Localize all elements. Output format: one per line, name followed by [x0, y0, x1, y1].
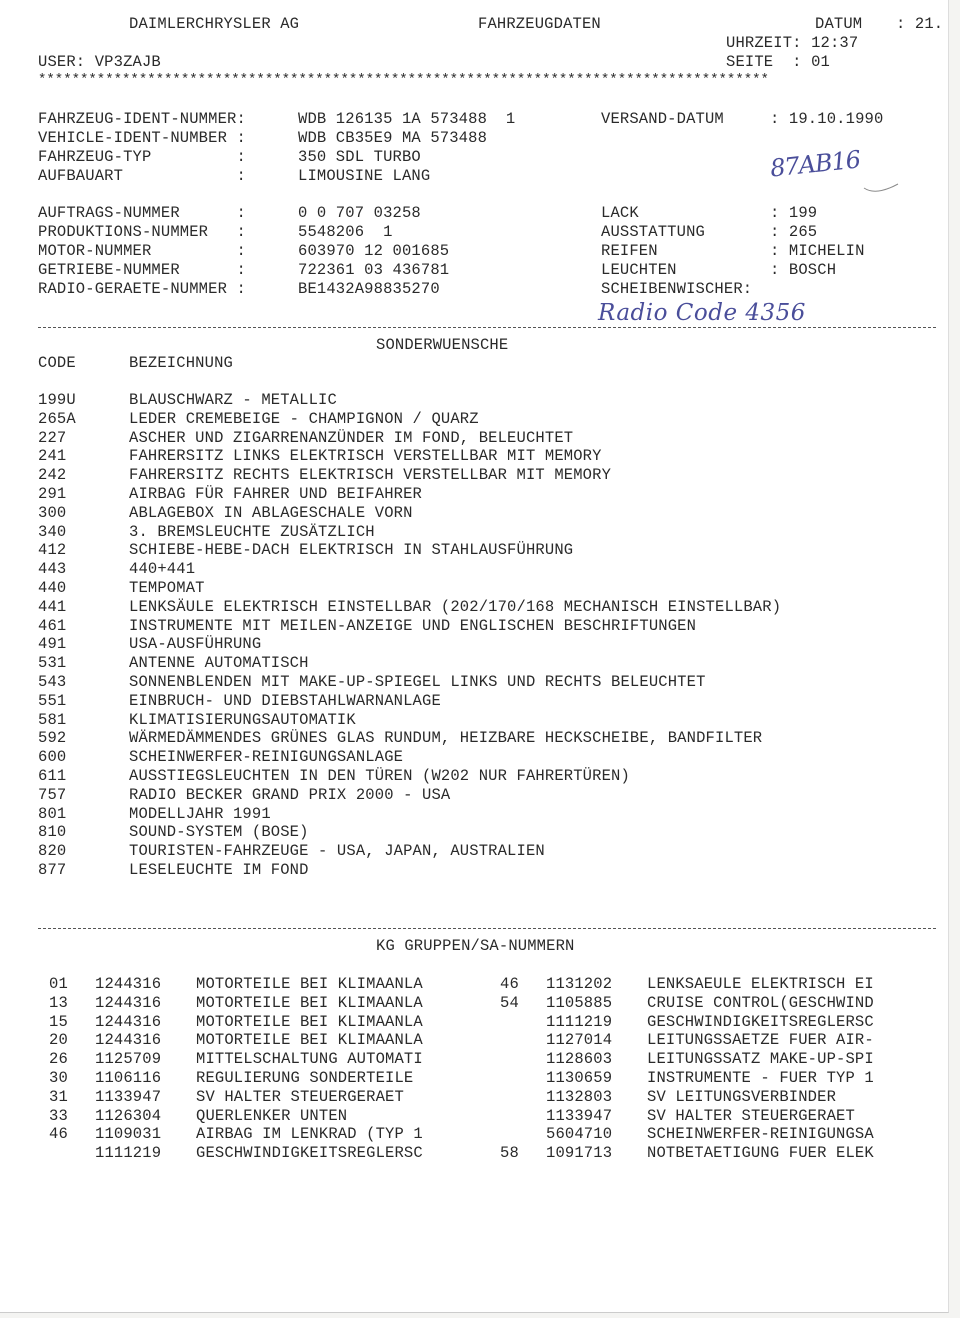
option-code: 461: [38, 616, 67, 635]
sa-description: AIRBAG IM LENKRAD (TYP 1: [196, 1125, 423, 1144]
pen-stroke-mark: [862, 176, 902, 196]
sa-number: 1128603: [546, 1050, 613, 1069]
kg-group: 20: [49, 1031, 68, 1050]
star-divider: ***************************************************************************************: [38, 72, 769, 88]
kg-group: 26: [49, 1050, 68, 1069]
option-description: AIRBAG FÜR FAHRER UND BEIFAHRER: [129, 485, 422, 503]
sa-number: 1244316: [95, 1031, 162, 1050]
equipment-field-value: : 265: [770, 222, 818, 241]
option-description: SCHIEBE-HEBE-DACH ELEKTRISCH IN STAHLAUSFÜHRUNG: [129, 541, 574, 560]
option-code: 592: [38, 729, 67, 748]
sa-description: GESCHWINDIGKEITSREGLERSC: [647, 1012, 874, 1031]
equipment-field-label: LEUCHTEN: [601, 260, 677, 279]
option-code: 491: [38, 635, 67, 654]
option-description: INSTRUMENTE MIT MEILEN-ANZEIGE UND ENGLISCHEN BESCHRIFTUNGEN: [129, 616, 697, 635]
kg-group: 30: [49, 1069, 68, 1087]
option-description: KLIMATISIERUNGSAUTOMATIK: [129, 710, 356, 729]
kg-group: 33: [49, 1106, 68, 1125]
option-description: FAHRERSITZ RECHTS ELEKTRISCH VERSTELLBAR MIT MEMORY: [129, 466, 612, 485]
kg-group: 58: [500, 1144, 519, 1163]
sa-number: 1244316: [95, 1012, 162, 1031]
option-description: LESELEUCHTE IM FOND: [129, 861, 309, 879]
section-title-sonderwuensche: SONDERWUENSCHE: [376, 336, 509, 354]
versand-label: VERSAND-DATUM: [601, 110, 724, 128]
number-field-label: RADIO-GERAETE-NUMMER :: [38, 279, 246, 298]
number-field-value: 5548206 1: [298, 222, 393, 241]
option-description: TEMPOMAT: [129, 579, 205, 597]
number-field-value: 603970 12 001685: [298, 241, 450, 260]
number-field-value: BE1432A98835270: [298, 279, 440, 298]
option-code: 241: [38, 447, 67, 466]
number-field-label: MOTOR-NUMMER :: [38, 241, 246, 260]
option-description: ABLAGEBOX IN ABLAGESCHALE VORN: [129, 503, 413, 522]
option-code: 543: [38, 673, 67, 691]
option-code: 300: [38, 503, 67, 522]
sa-description: MITTELSCHALTUNG AUTOMATI: [196, 1050, 423, 1069]
option-description: EINBRUCH- UND DIEBSTAHLWARNANLAGE: [129, 691, 441, 710]
option-code: 443: [38, 560, 67, 579]
user-id: USER: VP3ZAJB: [38, 53, 161, 71]
sa-number: 1105885: [546, 993, 613, 1012]
sa-number: 1111219: [546, 1012, 613, 1031]
sa-description: NOTBETAETIGUNG FUER ELEK: [647, 1144, 874, 1163]
sa-description: MOTORTEILE BEI KLIMAANLA: [196, 975, 423, 993]
option-code: 581: [38, 710, 67, 729]
equipment-field-value: : MICHELIN: [770, 241, 865, 260]
sa-description: GESCHWINDIGKEITSREGLERSC: [196, 1144, 423, 1163]
kg-group: 54: [500, 993, 519, 1012]
section-title-kg-gruppen: KG GRUPPEN/SA-NUMMERN: [376, 937, 575, 955]
option-code: 757: [38, 785, 67, 804]
sa-description: LENKSAEULE ELEKTRISCH EI: [647, 975, 874, 993]
option-description: RADIO BECKER GRAND PRIX 2000 - USA: [129, 785, 451, 804]
option-code: 810: [38, 823, 67, 842]
option-description: USA-AUSFÜHRUNG: [129, 635, 262, 654]
sa-description: CRUISE CONTROL(GESCHWIND: [647, 993, 874, 1012]
option-description: ANTENNE AUTOMATISCH: [129, 654, 309, 673]
sa-description: SV HALTER STEUERGERAET: [647, 1106, 855, 1125]
option-description: MODELLJAHR 1991: [129, 804, 271, 823]
number-field-value: 722361 03 436781: [298, 260, 450, 279]
sa-number: 1133947: [546, 1106, 613, 1125]
number-field-label: PRODUKTIONS-NUMMER :: [38, 222, 246, 241]
document-title: FAHRZEUGDATEN: [478, 15, 601, 33]
sa-number: 1091713: [546, 1144, 613, 1163]
option-description: WÄRMEDÄMMENDES GRÜNES GLAS RUNDUM, HEIZBARE HECKSCHEIBE, BANDFILTER: [129, 729, 763, 748]
column-header-bezeichnung: BEZEICHNUNG: [129, 354, 233, 372]
handwritten-note: 87AB16: [768, 145, 862, 183]
sa-description: MOTORTEILE BEI KLIMAANLA: [196, 1031, 423, 1050]
kg-group: 13: [49, 993, 68, 1012]
option-code: 611: [38, 767, 67, 785]
sa-description: LEITUNGSSATZ MAKE-UP-SPI: [647, 1050, 874, 1069]
option-description: SONNENBLENDEN MIT MAKE-UP-SPIEGEL LINKS UND RECHTS BELEUCHTET: [129, 673, 706, 691]
option-code: 440: [38, 579, 67, 597]
option-code: 877: [38, 861, 67, 879]
page-number: SEITE : 01: [726, 53, 830, 71]
option-description: AUSSTIEGSLEUCHTEN IN DEN TÜREN (W202 NUR FAHRERTÜREN): [129, 767, 630, 785]
sa-description: MOTORTEILE BEI KLIMAANLA: [196, 1012, 423, 1031]
handwritten-radio-code: Radio Code 4356: [598, 300, 806, 326]
option-code: 199U: [38, 391, 76, 409]
sa-number: 1130659: [546, 1069, 613, 1087]
equipment-field-label: REIFEN: [601, 241, 658, 260]
vehicle-field-value: WDB 126135 1A 573488 1: [298, 110, 516, 128]
section-divider: [38, 327, 936, 328]
option-code: 340: [38, 522, 67, 541]
kg-group: 46: [500, 975, 519, 993]
sa-number: 1109031: [95, 1125, 162, 1144]
option-code: 412: [38, 541, 67, 560]
option-code: 801: [38, 804, 67, 823]
option-description: 440+441: [129, 560, 196, 579]
sa-number: 1127014: [546, 1031, 613, 1050]
vehicle-field-label: FAHRZEUG-TYP :: [38, 147, 246, 166]
option-code: 531: [38, 654, 67, 673]
option-code: 820: [38, 842, 67, 861]
sa-description: MOTORTEILE BEI KLIMAANLA: [196, 993, 423, 1012]
option-description: LEDER CREMEBEIGE - CHAMPIGNON / QUARZ: [129, 409, 479, 428]
equipment-field-value: : 199: [770, 204, 818, 222]
option-description: LENKSÄULE ELEKTRISCH EINSTELLBAR (202/170/168 MECHANISCH EINSTELLBAR): [129, 597, 782, 616]
vehicle-field-value: WDB CB35E9 MA 573488: [298, 128, 488, 147]
equipment-field-value: : BOSCH: [770, 260, 837, 279]
number-field-label: AUFTRAGS-NUMMER :: [38, 204, 246, 222]
equipment-field-label: SCHEIBENWISCHER:: [601, 279, 753, 298]
option-code: 265A: [38, 409, 76, 428]
option-code: 600: [38, 748, 67, 767]
option-code: 291: [38, 485, 67, 503]
sa-number: 1244316: [95, 975, 162, 993]
kg-group: 15: [49, 1012, 68, 1031]
number-field-value: 0 0 707 03258: [298, 204, 421, 222]
option-description: 3. BREMSLEUCHTE ZUSÄTZLICH: [129, 522, 375, 541]
section-divider: [38, 928, 936, 929]
sa-description: SV LEITUNGSVERBINDER: [647, 1087, 837, 1106]
kg-group: 31: [49, 1087, 68, 1106]
sa-description: SV HALTER STEUERGERAET: [196, 1087, 404, 1106]
sa-description: QUERLENKER UNTEN: [196, 1106, 348, 1125]
sa-description: SCHEINWERFER-REINIGUNGSA: [647, 1125, 874, 1144]
option-description: BLAUSCHWARZ - METALLIC: [129, 391, 337, 409]
option-code: 227: [38, 428, 67, 447]
sa-number: 1133947: [95, 1087, 162, 1106]
sa-number: 1111219: [95, 1144, 162, 1163]
option-code: 441: [38, 597, 67, 616]
sa-number: 1132803: [546, 1087, 613, 1106]
vehicle-field-label: FAHRZEUG-IDENT-NUMMER:: [38, 110, 246, 128]
company-name: DAIMLERCHRYSLER AG: [129, 15, 300, 33]
sa-number: 1126304: [95, 1106, 162, 1125]
uhrzeit: UHRZEIT: 12:37: [726, 34, 859, 52]
sa-number: 5604710: [546, 1125, 613, 1144]
equipment-field-label: AUSSTATTUNG: [601, 222, 705, 241]
option-description: FAHRERSITZ LINKS ELEKTRISCH VERSTELLBAR MIT MEMORY: [129, 447, 602, 466]
kg-group: 46: [49, 1125, 68, 1144]
versand-value: : 19.10.1990: [770, 110, 884, 128]
option-code: 242: [38, 466, 67, 485]
number-field-label: GETRIEBE-NUMMER :: [38, 260, 246, 279]
option-code: 551: [38, 691, 67, 710]
sa-number: 1125709: [95, 1050, 162, 1069]
sa-number: 1106116: [95, 1069, 162, 1087]
equipment-field-label: LACK: [601, 204, 639, 222]
sa-number: 1131202: [546, 975, 613, 993]
datum-value: : 21.: [896, 15, 944, 33]
option-description: TOURISTEN-FAHRZEUGE - USA, JAPAN, AUSTRALIEN: [129, 842, 545, 861]
kg-group: 01: [49, 975, 68, 993]
vehicle-field-label: VEHICLE-IDENT-NUMBER :: [38, 128, 246, 147]
vehicle-field-value: LIMOUSINE LANG: [298, 166, 431, 185]
sa-description: LEITUNGSSAETZE FUER AIR-: [647, 1031, 874, 1050]
datum-label: DATUM: [815, 15, 863, 33]
sa-number: 1244316: [95, 993, 162, 1012]
vehicle-field-value: 350 SDL TURBO: [298, 147, 421, 166]
option-description: ASCHER UND ZIGARRENANZÜNDER IM FOND, BELEUCHTET: [129, 428, 574, 447]
option-description: SOUND-SYSTEM (BOSE): [129, 823, 309, 842]
sa-description: INSTRUMENTE - FUER TYP 1: [647, 1069, 874, 1087]
vehicle-field-label: AUFBAUART :: [38, 166, 246, 185]
option-description: SCHEINWERFER-REINIGUNGSANLAGE: [129, 748, 404, 767]
sa-description: REGULIERUNG SONDERTEILE: [196, 1069, 414, 1087]
column-header-code: CODE: [38, 354, 76, 372]
